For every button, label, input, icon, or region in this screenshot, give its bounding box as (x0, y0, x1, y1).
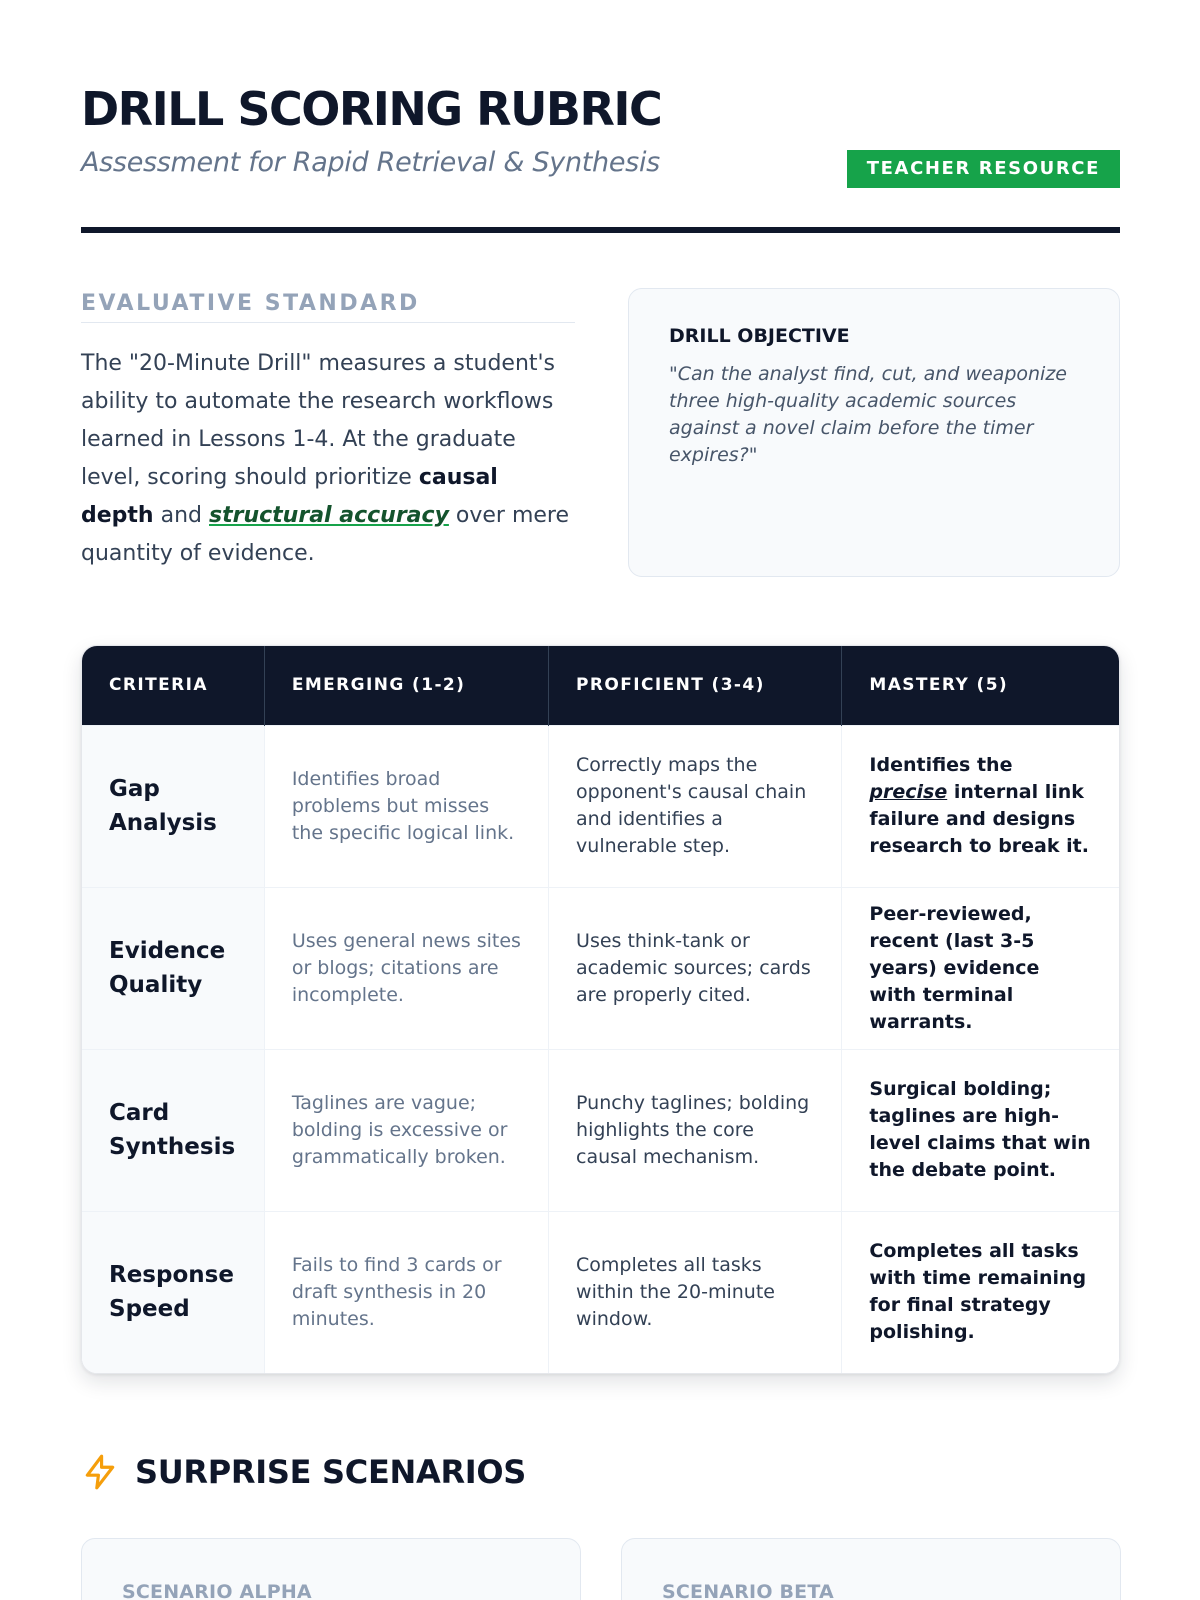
mastery-text: internal link failure and designs research to break it. (869, 781, 1089, 857)
mastery-cell: Completes all tasks with time remaining for final strategy polishing. (842, 1211, 1119, 1373)
header (81, 0, 1120, 236)
scenario-label: SCENARIO BETA (662, 1581, 834, 1600)
drill-objective-card (628, 288, 1120, 577)
standard-text-part: and (153, 503, 209, 528)
page-title: DRILL SCORING RUBRIC (81, 82, 662, 136)
proficient-cell: Punchy taglines; bolding highlights the core causal mechanism. (549, 1049, 842, 1211)
proficient-cell: Uses think-tank or academic sources; cards are properly cited. (549, 887, 842, 1049)
emerging-cell: Identifies broad problems but misses the specific logical link. (264, 725, 548, 887)
scenario-label: SCENARIO ALPHA (122, 1581, 312, 1600)
surprise-scenarios-heading (81, 1452, 526, 1492)
rubric-header-row (82, 646, 1119, 725)
mastery-cell: Surgical bolding; taglines are high-level claims that win the debate point. (842, 1049, 1119, 1211)
surprise-scenarios-title: SURPRISE SCENARIOS (135, 1453, 527, 1491)
evaluative-standard-text (81, 345, 575, 573)
rubric-table-card (81, 645, 1120, 1374)
proficient-cell: Correctly maps the opponent's causal chain and identifies a vulnerable step. (549, 725, 842, 887)
header-divider (81, 227, 1120, 233)
column-header-mastery: MASTERY (5) (842, 646, 1119, 725)
mastery-cell: Peer-reviewed, recent (last 3-5 years) evidence with terminal warrants. (842, 887, 1119, 1049)
evaluative-standard-heading: EVALUATIVE STANDARD (81, 291, 575, 323)
criteria-cell: Response Speed (82, 1211, 264, 1373)
criteria-cell: Card Synthesis (82, 1049, 264, 1211)
table-row (82, 1211, 1119, 1373)
column-header-proficient: PROFICIENT (3-4) (549, 646, 842, 725)
mastery-cell (842, 725, 1119, 887)
table-row (82, 887, 1119, 1049)
standard-text-part: The "20-Minute Drill" measures a student's ability to automate the research workflows learned in Lessons 1-4. At the graduate level, scoring should prioritize (81, 351, 556, 490)
precise-emphasis: precise (869, 781, 948, 803)
table-row (82, 725, 1119, 887)
teacher-resource-badge: TEACHER RESOURCE (847, 150, 1120, 188)
rubric-table (82, 646, 1119, 1373)
page-subtitle: Assessment for Rapid Retrieval & Synthesis (81, 147, 660, 178)
criteria-cell: Gap Analysis (82, 725, 264, 887)
emerging-cell: Taglines are vague; bolding is excessive or grammatically broken. (264, 1049, 548, 1211)
page (81, 0, 1120, 1600)
intro-section (81, 283, 1120, 583)
emerging-cell: Fails to find 3 cards or draft synthesis in 20 minutes. (264, 1211, 548, 1373)
drill-objective-title: DRILL OBJECTIVE (669, 325, 850, 347)
table-row (82, 1049, 1119, 1211)
column-header-criteria: CRITERIA (82, 646, 264, 725)
criteria-cell: Evidence Quality (82, 887, 264, 1049)
scenario-beta-card (621, 1538, 1121, 1600)
standard-text-part: over mere quantity of evidence. (81, 503, 570, 566)
structural-accuracy-link[interactable]: structural accuracy (209, 503, 449, 528)
mastery-text: Identifies the (869, 754, 1013, 776)
proficient-cell: Completes all tasks within the 20-minute window. (549, 1211, 842, 1373)
scenario-alpha-card (81, 1538, 581, 1600)
drill-objective-quote: "Can the analyst find, cut, and weaponize three high-quality academic sources against a novel claim before the timer expires?" (669, 363, 1067, 466)
causal-depth-term: causal depth (81, 465, 498, 528)
lightning-bolt-icon (81, 1452, 119, 1492)
emerging-cell: Uses general news sites or blogs; citations are incomplete. (264, 887, 548, 1049)
column-header-emerging: EMERGING (1-2) (264, 646, 548, 725)
